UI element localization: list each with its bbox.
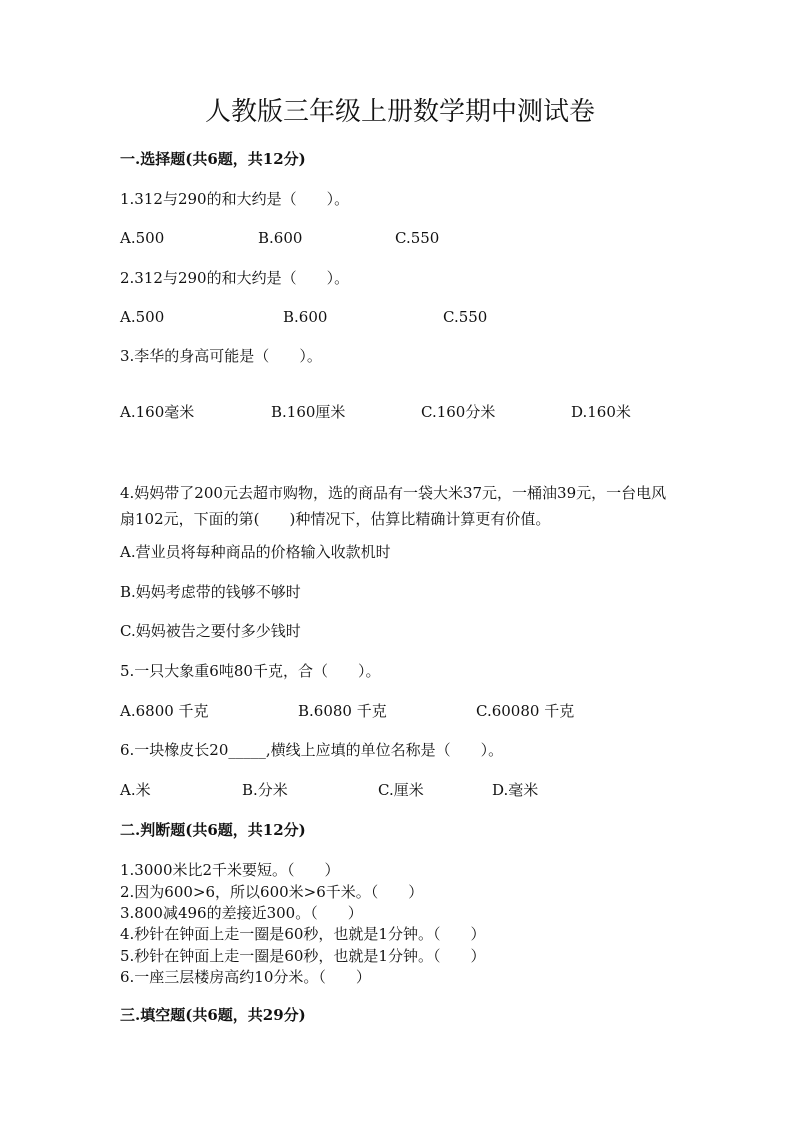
judge-item-4: 4.秒针在钟面上走一圈是60秒，也就是1分钟。（ ）: [120, 925, 486, 943]
judge-item-1: 1.3000米比2千米要短。（ ）: [120, 861, 340, 879]
question-6-option-b: B.分米: [242, 781, 288, 799]
question-3-option-b: B.160厘米: [271, 403, 346, 421]
question-5-stem: 5.一只大象重6吨80千克，合（ ）。: [120, 662, 381, 680]
question-6-option-a: A.米: [120, 781, 151, 799]
question-6-stem: 6.一块橡皮长20_____,横线上应填的单位名称是（ ）。: [120, 741, 504, 759]
question-5-option-c: C.60080 千克: [476, 702, 575, 720]
question-3-option-a: A.160毫米: [120, 403, 195, 421]
judge-item-5: 5.秒针在钟面上走一圈是60秒，也就是1分钟。（ ）: [120, 947, 486, 965]
question-1-option-a: A.500: [120, 229, 165, 247]
question-6-option-c: C.厘米: [378, 781, 424, 799]
question-3-option-c: C.160分米: [421, 403, 496, 421]
question-2-option-c: C.550: [443, 308, 488, 326]
question-1-option-b: B.600: [258, 229, 303, 247]
question-1-stem: 1.312与290的和大约是（ ）。: [120, 190, 350, 208]
question-4-option-c: C.妈妈被告之要付多少钱时: [120, 622, 301, 640]
question-4-option-b: B.妈妈考虑带的钱够不够时: [120, 583, 301, 601]
question-4-option-a: A.营业员将每种商品的价格输入收款机时: [120, 543, 391, 561]
question-4-stem: 4.妈妈带了200元去超市购物，选的商品有一袋大米37元，一桶油39元，一台电风扇102元，下面的第( )种情况下，估算比精确计算更有价值。: [120, 484, 667, 528]
judge-item-2: 2.因为600>6，所以600米>6千米。（ ）: [120, 883, 424, 901]
question-5-option-b: B.6080 千克: [298, 702, 387, 720]
judge-item-3: 3.800减496的差接近300。（ ）: [120, 904, 363, 922]
section-heading-judge: 二.判断题(共6题，共12分): [120, 821, 306, 839]
section-heading-choice: 一.选择题(共6题，共12分): [120, 150, 306, 168]
section-heading-fill: 三.填空题(共6题，共29分): [120, 1006, 306, 1024]
question-2-stem: 2.312与290的和大约是（ ）。: [120, 269, 350, 287]
question-2-option-a: A.500: [120, 308, 165, 326]
question-1-option-c: C.550: [395, 229, 440, 247]
question-3-stem: 3.李华的身高可能是（ ）。: [120, 347, 322, 365]
question-5-option-a: A.6800 千克: [120, 702, 209, 720]
page-title: 人教版三年级上册数学期中测试卷: [204, 97, 595, 127]
judge-item-6: 6.一座三层楼房高约10分米。（ ）: [120, 968, 371, 986]
question-6-option-d: D.毫米: [492, 781, 539, 799]
question-2-option-b: B.600: [283, 308, 328, 326]
question-3-option-d: D.160米: [571, 403, 631, 421]
